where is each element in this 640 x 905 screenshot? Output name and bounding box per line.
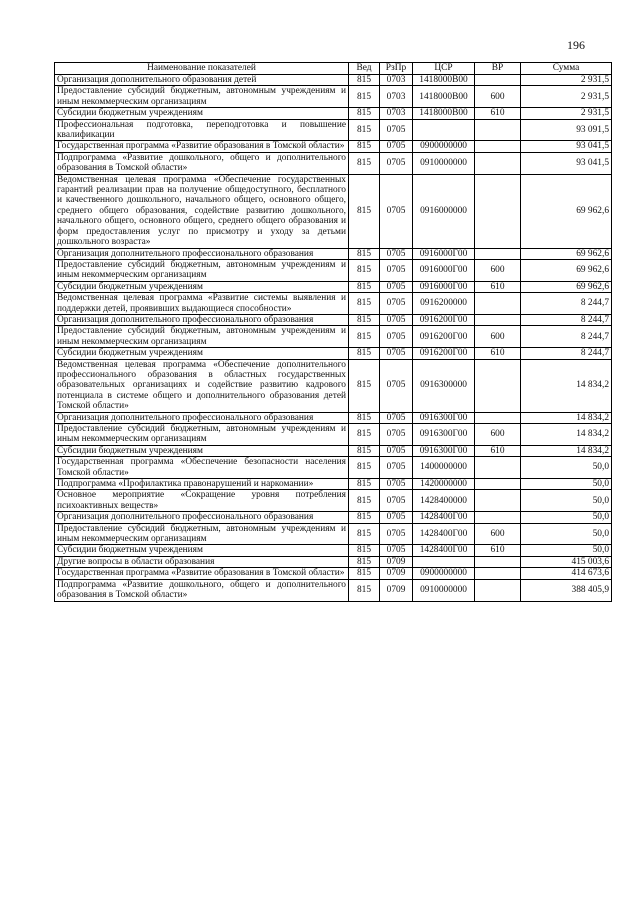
cell-name: Государственная программа «Развитие образования в Томской области» xyxy=(55,568,349,579)
table-row xyxy=(55,359,612,412)
cell-ved: 815 xyxy=(349,424,380,446)
cell-vr: 600 xyxy=(475,523,521,545)
cell-rzpr: 0705 xyxy=(380,424,413,446)
cell-vr xyxy=(475,248,521,259)
cell-csr: 1428400Г00 xyxy=(413,523,475,545)
cell-sum: 69 962,6 xyxy=(521,281,612,292)
header-ved: Вед xyxy=(349,63,380,75)
cell-name: Ведомственная целевая программа «Обеспечение дополнительного профессионального образования в областных государственных образовательных организациях и содействие развитию кадрового потенциала в системе общего и дополнительного образования детей Томской области» xyxy=(55,359,349,412)
cell-rzpr: 0705 xyxy=(380,457,413,479)
header-rzpr: РзПр xyxy=(380,63,413,75)
table-row xyxy=(55,556,612,567)
cell-sum: 50,0 xyxy=(521,457,612,479)
cell-sum: 2 931,5 xyxy=(521,75,612,86)
cell-ved: 815 xyxy=(349,141,380,152)
cell-csr: 0910000000 xyxy=(413,152,475,174)
cell-ved: 815 xyxy=(349,248,380,259)
cell-vr xyxy=(475,556,521,567)
cell-csr: 1420000000 xyxy=(413,479,475,490)
table-row xyxy=(55,568,612,579)
cell-csr: 0916200Г00 xyxy=(413,326,475,348)
table-row xyxy=(55,412,612,423)
table-row xyxy=(55,248,612,259)
table-row xyxy=(55,293,612,315)
cell-csr: 0910000000 xyxy=(413,579,475,601)
table-body xyxy=(55,75,612,602)
cell-name: Профессиональная подготовка, переподготовка и повышение квалификации xyxy=(55,119,349,141)
cell-csr: 1418000В00 xyxy=(413,108,475,119)
cell-rzpr: 0705 xyxy=(380,359,413,412)
table-row xyxy=(55,545,612,556)
cell-vr xyxy=(475,119,521,141)
table-row xyxy=(55,281,612,292)
cell-ved: 815 xyxy=(349,119,380,141)
cell-vr xyxy=(475,359,521,412)
cell-sum: 415 003,6 xyxy=(521,556,612,567)
cell-sum: 50,0 xyxy=(521,490,612,512)
cell-vr: 600 xyxy=(475,259,521,281)
cell-sum: 2 931,5 xyxy=(521,108,612,119)
cell-name: Ведомственная целевая программа «Обеспечение государственных гарантий реализации прав на получение общедоступного, бесплатного и качественного дошкольного, начального общего, основного общего, среднего общего образования, содействие развитию дошкольного, начального общего, основного общего, среднего общего образования и форм предоставления услуг по присмотру и уходу за детьми дошкольного возраста» xyxy=(55,174,349,248)
table-row xyxy=(55,348,612,359)
cell-vr xyxy=(475,174,521,248)
cell-ved: 815 xyxy=(349,490,380,512)
cell-rzpr: 0705 xyxy=(380,512,413,523)
cell-name: Предоставление субсидий бюджетным, автономным учреждениям и иным некоммерческим организациям xyxy=(55,523,349,545)
cell-rzpr: 0705 xyxy=(380,293,413,315)
table-header-row xyxy=(55,63,612,75)
cell-name: Подпрограмма «Развитие дошкольного, общего и дополнительного образования в Томской области» xyxy=(55,579,349,601)
table-row xyxy=(55,445,612,456)
cell-ved: 815 xyxy=(349,348,380,359)
cell-ved: 815 xyxy=(349,174,380,248)
header-sum: Сумма xyxy=(521,63,612,75)
cell-sum: 14 834,2 xyxy=(521,424,612,446)
cell-ved: 815 xyxy=(349,86,380,108)
table-row xyxy=(55,479,612,490)
cell-ved: 815 xyxy=(349,75,380,86)
cell-csr: 0916000Г00 xyxy=(413,248,475,259)
cell-csr: 0900000000 xyxy=(413,141,475,152)
cell-name: Организация дополнительного образования детей xyxy=(55,75,349,86)
cell-name: Предоставление субсидий бюджетным, автономным учреждениям и иным некоммерческим организациям xyxy=(55,259,349,281)
cell-csr: 1418000В00 xyxy=(413,75,475,86)
cell-vr: 610 xyxy=(475,108,521,119)
cell-name: Организация дополнительного профессионального образования xyxy=(55,512,349,523)
table-row xyxy=(55,523,612,545)
cell-sum: 69 962,6 xyxy=(521,259,612,281)
header-csr: ЦСР xyxy=(413,63,475,75)
cell-sum: 93 091,5 xyxy=(521,119,612,141)
table-row xyxy=(55,152,612,174)
cell-rzpr: 0705 xyxy=(380,348,413,359)
cell-sum: 93 041,5 xyxy=(521,141,612,152)
cell-ved: 815 xyxy=(349,512,380,523)
cell-rzpr: 0703 xyxy=(380,86,413,108)
cell-ved: 815 xyxy=(349,314,380,325)
cell-csr xyxy=(413,556,475,567)
cell-name: Основное мероприятие «Сокращение уровня потребления психоактивных веществ» xyxy=(55,490,349,512)
cell-rzpr: 0705 xyxy=(380,174,413,248)
cell-name: Другие вопросы в области образования xyxy=(55,556,349,567)
cell-ved: 815 xyxy=(349,281,380,292)
cell-csr: 0916200Г00 xyxy=(413,348,475,359)
table-row xyxy=(55,457,612,479)
cell-vr xyxy=(475,568,521,579)
cell-vr xyxy=(475,579,521,601)
cell-vr xyxy=(475,314,521,325)
cell-csr: 0916200000 xyxy=(413,293,475,315)
cell-sum: 2 931,5 xyxy=(521,86,612,108)
cell-vr: 610 xyxy=(475,545,521,556)
cell-vr xyxy=(475,412,521,423)
cell-rzpr: 0705 xyxy=(380,248,413,259)
cell-rzpr: 0709 xyxy=(380,568,413,579)
cell-rzpr: 0703 xyxy=(380,75,413,86)
cell-csr: 1428400Г00 xyxy=(413,545,475,556)
cell-rzpr: 0709 xyxy=(380,556,413,567)
cell-name: Субсидии бюджетным учреждениям xyxy=(55,281,349,292)
cell-rzpr: 0705 xyxy=(380,119,413,141)
cell-ved: 815 xyxy=(349,523,380,545)
table-row xyxy=(55,174,612,248)
cell-sum: 388 405,9 xyxy=(521,579,612,601)
cell-name: Предоставление субсидий бюджетным, автономным учреждениям и иным некоммерческим организациям xyxy=(55,326,349,348)
cell-csr: 0916000000 xyxy=(413,174,475,248)
table-row xyxy=(55,314,612,325)
table-row xyxy=(55,259,612,281)
cell-ved: 815 xyxy=(349,152,380,174)
header-name: Наименование показателей xyxy=(55,63,349,75)
cell-sum: 8 244,7 xyxy=(521,326,612,348)
cell-ved: 815 xyxy=(349,545,380,556)
cell-ved: 815 xyxy=(349,326,380,348)
cell-vr xyxy=(475,152,521,174)
cell-rzpr: 0705 xyxy=(380,259,413,281)
cell-ved: 815 xyxy=(349,293,380,315)
cell-csr: 0916000Г00 xyxy=(413,281,475,292)
cell-name: Государственная программа «Развитие образования в Томской области» xyxy=(55,141,349,152)
cell-name: Организация дополнительного профессионального образования xyxy=(55,248,349,259)
cell-rzpr: 0705 xyxy=(380,545,413,556)
cell-rzpr: 0705 xyxy=(380,479,413,490)
table-row xyxy=(55,86,612,108)
cell-sum: 414 673,6 xyxy=(521,568,612,579)
table-row xyxy=(55,75,612,86)
cell-vr xyxy=(475,293,521,315)
cell-ved: 815 xyxy=(349,568,380,579)
cell-ved: 815 xyxy=(349,579,380,601)
table-row xyxy=(55,512,612,523)
cell-csr: 0916300Г00 xyxy=(413,424,475,446)
cell-sum: 50,0 xyxy=(521,512,612,523)
cell-sum: 69 962,6 xyxy=(521,174,612,248)
cell-csr: 0916300Г00 xyxy=(413,412,475,423)
cell-vr xyxy=(475,490,521,512)
cell-sum: 69 962,6 xyxy=(521,248,612,259)
cell-csr: 1428400Г00 xyxy=(413,512,475,523)
cell-vr xyxy=(475,512,521,523)
cell-ved: 815 xyxy=(349,445,380,456)
cell-csr xyxy=(413,119,475,141)
cell-ved: 815 xyxy=(349,457,380,479)
cell-sum: 14 834,2 xyxy=(521,412,612,423)
cell-name: Организация дополнительного профессионального образования xyxy=(55,412,349,423)
cell-sum: 50,0 xyxy=(521,523,612,545)
cell-sum: 14 834,2 xyxy=(521,445,612,456)
cell-rzpr: 0705 xyxy=(380,152,413,174)
cell-csr: 1418000В00 xyxy=(413,86,475,108)
budget-table xyxy=(54,62,612,602)
cell-csr: 0900000000 xyxy=(413,568,475,579)
page-number: 196 xyxy=(567,38,585,52)
cell-ved: 815 xyxy=(349,108,380,119)
cell-vr: 610 xyxy=(475,281,521,292)
table-row xyxy=(55,326,612,348)
table-row xyxy=(55,108,612,119)
cell-name: Субсидии бюджетным учреждениям xyxy=(55,445,349,456)
cell-ved: 815 xyxy=(349,479,380,490)
table-row xyxy=(55,424,612,446)
table-row xyxy=(55,141,612,152)
cell-rzpr: 0705 xyxy=(380,141,413,152)
cell-name: Предоставление субсидий бюджетным, автономным учреждениям и иным некоммерческим организациям xyxy=(55,86,349,108)
cell-name: Ведомственная целевая программа «Развитие системы выявления и поддержки детей, проявивших выдающиеся способности» xyxy=(55,293,349,315)
cell-vr: 600 xyxy=(475,86,521,108)
cell-sum: 8 244,7 xyxy=(521,348,612,359)
cell-name: Организация дополнительного профессионального образования xyxy=(55,314,349,325)
cell-csr: 1400000000 xyxy=(413,457,475,479)
cell-vr xyxy=(475,75,521,86)
cell-ved: 815 xyxy=(349,359,380,412)
cell-vr: 600 xyxy=(475,424,521,446)
cell-ved: 815 xyxy=(349,556,380,567)
cell-rzpr: 0703 xyxy=(380,108,413,119)
cell-name: Предоставление субсидий бюджетным, автономным учреждениям и иным некоммерческим организациям xyxy=(55,424,349,446)
cell-name: Подпрограмма «Профилактика правонарушений и наркомании» xyxy=(55,479,349,490)
cell-rzpr: 0705 xyxy=(380,445,413,456)
header-vr: ВР xyxy=(475,63,521,75)
cell-name: Подпрограмма «Развитие дошкольного, общего и дополнительного образования в Томской области» xyxy=(55,152,349,174)
cell-csr: 0916300Г00 xyxy=(413,445,475,456)
cell-name: Субсидии бюджетным учреждениям xyxy=(55,545,349,556)
cell-rzpr: 0705 xyxy=(380,523,413,545)
cell-csr: 1428400000 xyxy=(413,490,475,512)
cell-ved: 815 xyxy=(349,259,380,281)
cell-csr: 0916000Г00 xyxy=(413,259,475,281)
cell-rzpr: 0705 xyxy=(380,281,413,292)
cell-sum: 93 041,5 xyxy=(521,152,612,174)
cell-rzpr: 0709 xyxy=(380,579,413,601)
cell-sum: 50,0 xyxy=(521,545,612,556)
cell-vr xyxy=(475,479,521,490)
cell-sum: 50,0 xyxy=(521,479,612,490)
cell-name: Государственная программа «Обеспечение безопасности населения Томской области» xyxy=(55,457,349,479)
table-row xyxy=(55,119,612,141)
cell-vr xyxy=(475,141,521,152)
cell-vr: 610 xyxy=(475,348,521,359)
cell-sum: 8 244,7 xyxy=(521,314,612,325)
cell-rzpr: 0705 xyxy=(380,412,413,423)
cell-rzpr: 0705 xyxy=(380,490,413,512)
cell-name: Субсидии бюджетным учреждениям xyxy=(55,348,349,359)
cell-vr xyxy=(475,457,521,479)
cell-vr: 610 xyxy=(475,445,521,456)
cell-csr: 0916200Г00 xyxy=(413,314,475,325)
cell-csr: 0916300000 xyxy=(413,359,475,412)
cell-ved: 815 xyxy=(349,412,380,423)
cell-sum: 14 834,2 xyxy=(521,359,612,412)
cell-rzpr: 0705 xyxy=(380,314,413,325)
cell-vr: 600 xyxy=(475,326,521,348)
cell-sum: 8 244,7 xyxy=(521,293,612,315)
cell-rzpr: 0705 xyxy=(380,326,413,348)
table-row xyxy=(55,579,612,601)
table-row xyxy=(55,490,612,512)
cell-name: Субсидии бюджетным учреждениям xyxy=(55,108,349,119)
